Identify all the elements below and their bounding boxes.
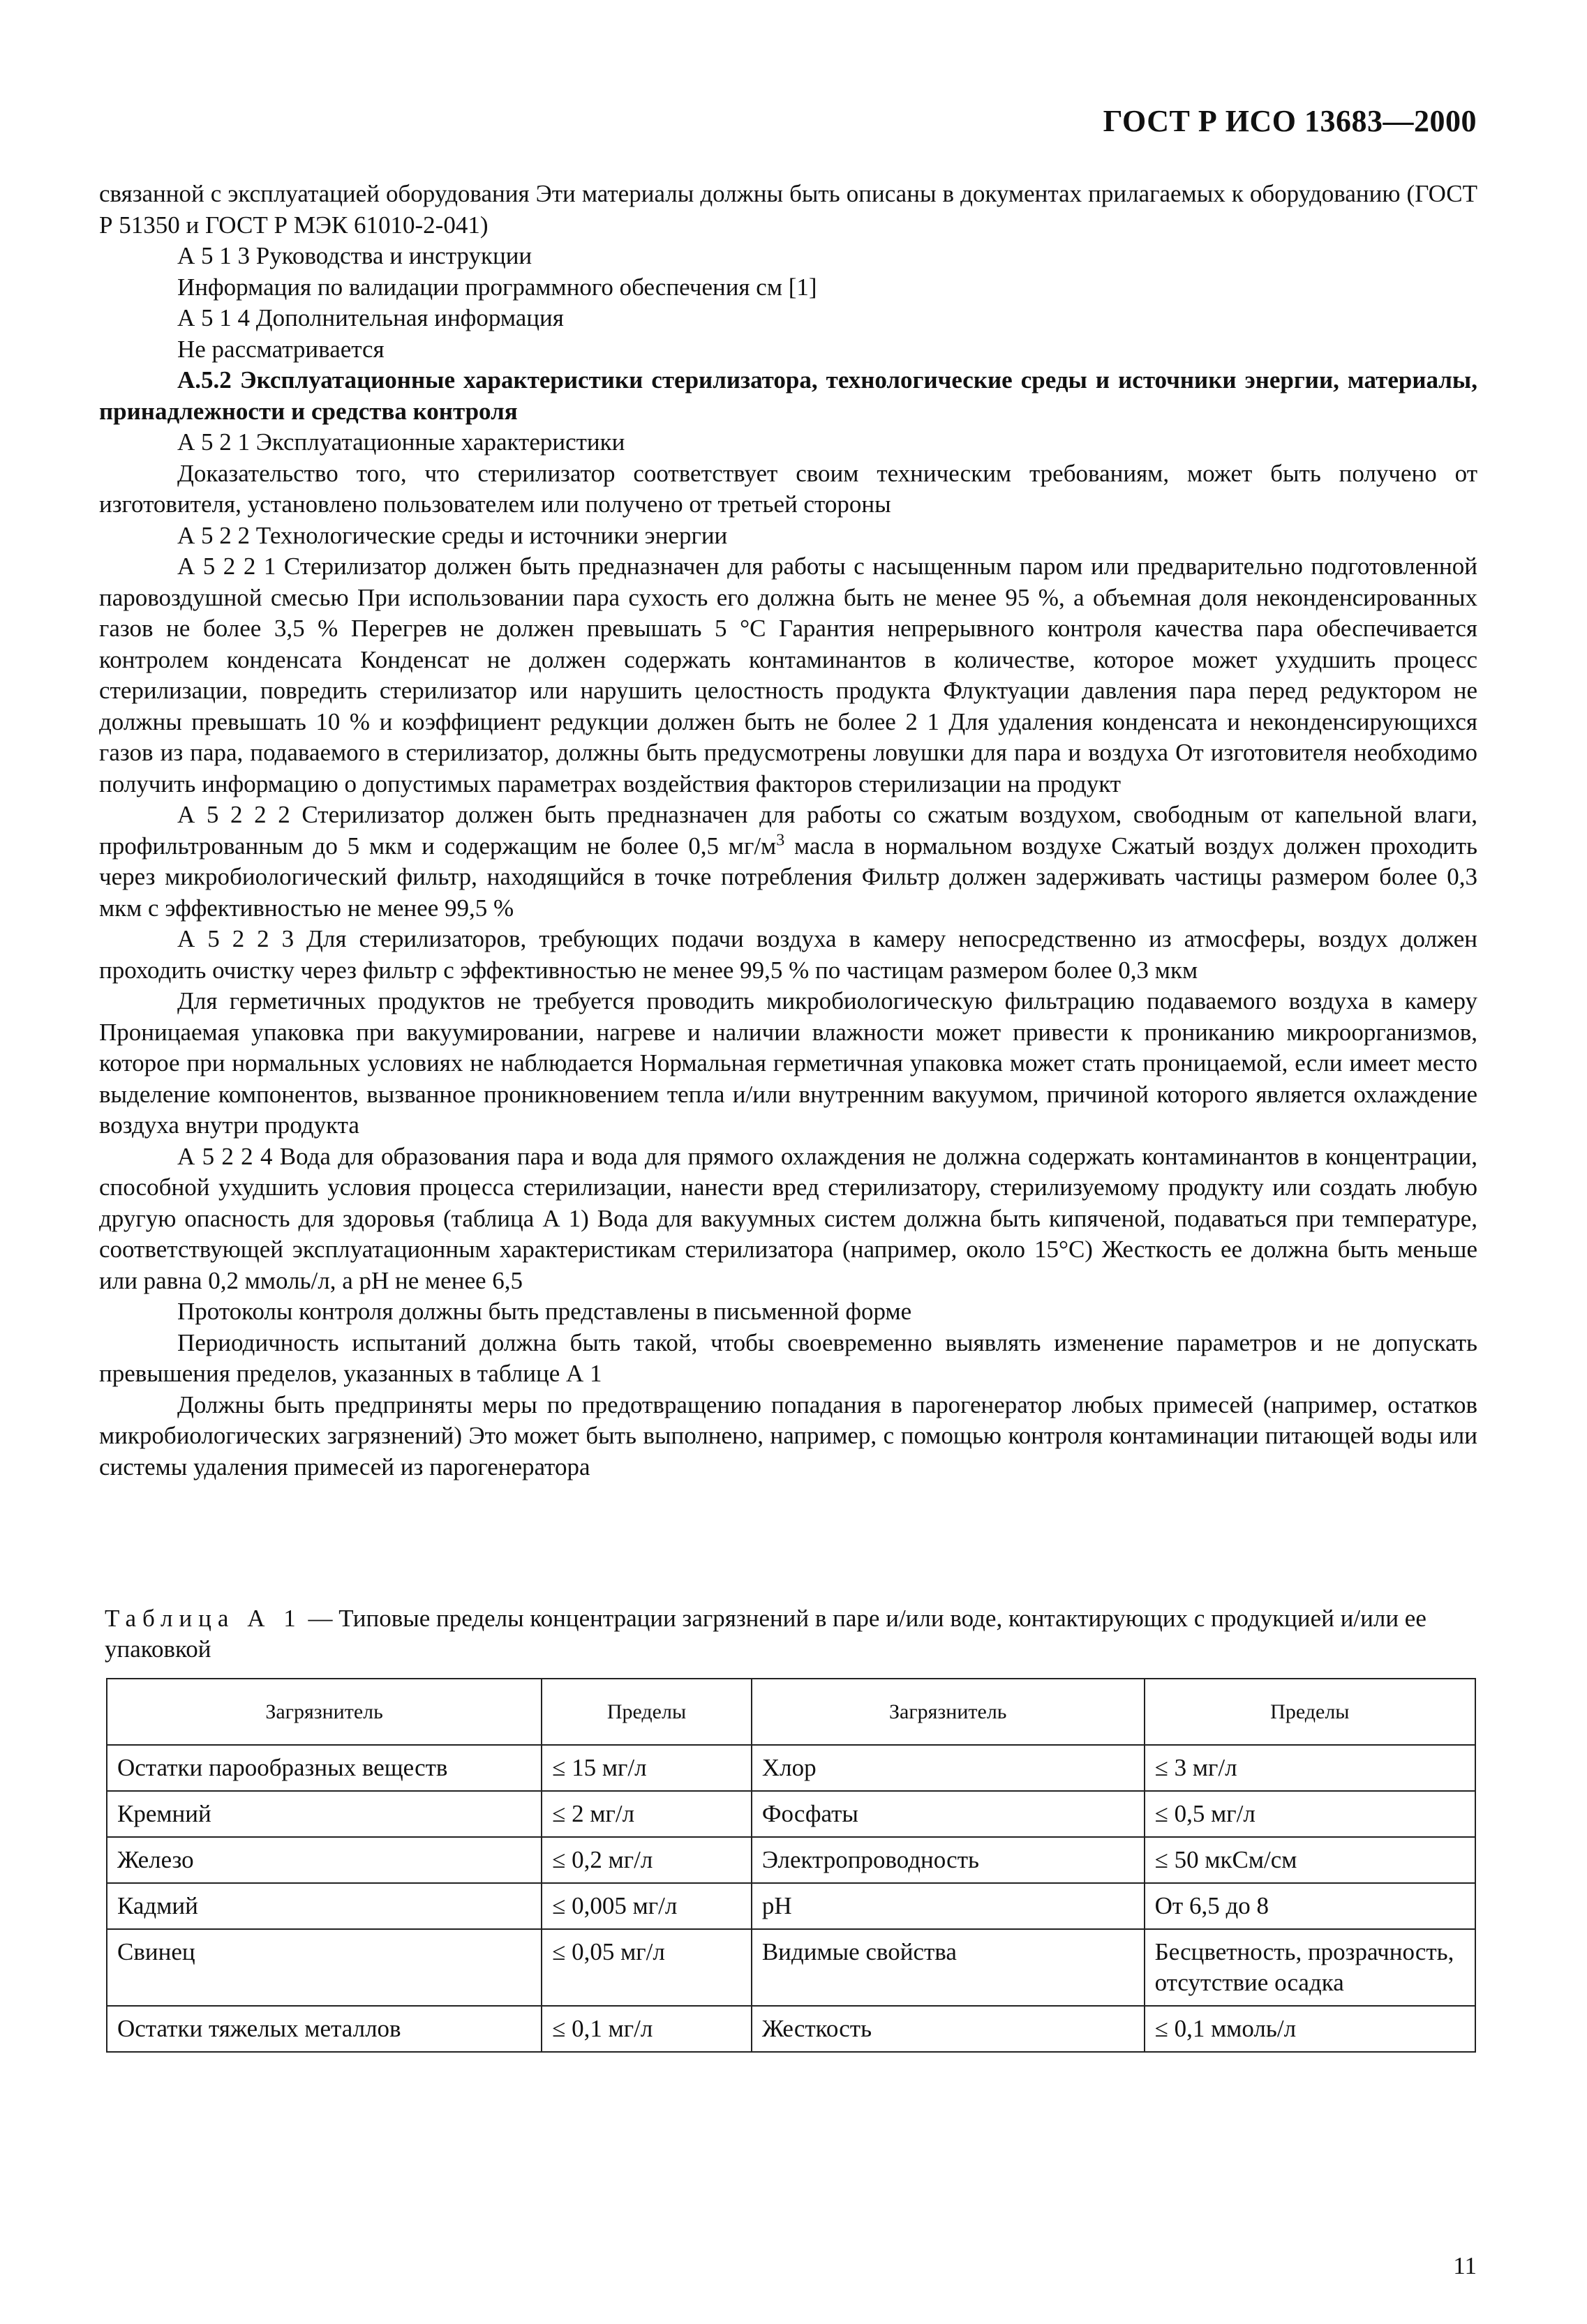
column-header: Загрязнитель	[107, 1679, 542, 1745]
paragraph: Для герметичных продуктов не требуется проводить микробиологическую фильтрацию подаваемого воздуха в камеру Проницаемая упаковка при вакуумировании, нагреве и наличии влажности может привести к прониканию микроорганизмов, которое при нормальных условиях не наблюдается Нормальная герметичная упаковка может стать проницаемой, если имеет место выделение компонентов, вызванное проникновением тепла и/или внутренним вакуумом, причиной которого является охлаждение воздуха внутри продукта	[99, 987, 1477, 1139]
paragraph-part: А 5 2 2 2 Стерилизатор должен быть предназначен для работы со сжатым воздухом, свободным от капельной влаги, профильтрованным до 5 мкм и содержащим не более 0,5 мг/м	[99, 801, 1477, 860]
table-cell: Железо	[107, 1837, 542, 1883]
table-cell: ≤ 0,1 ммоль/л	[1145, 2006, 1475, 2052]
paragraph: Доказательство того, что стерилизатор соответствует своим техническим требованиям, может быть получено от изготовителя, установлено пользователем или получено от третьей стороны	[99, 459, 1477, 518]
table-row	[107, 1837, 1475, 1883]
table-row	[107, 1791, 1475, 1837]
paragraph: А 5 2 2 1 Стерилизатор должен быть предназначен для работы с насыщенным паром или предварительно подготовленной паровоздушной смесью При использовании пара сухость его должна быть не менее 95 %, а объемная доля неконденсированных газов не более 3,5 % Перегрев не должен превышать 5 °С Гарантия непрерывного контроля качества пара обеспечивается контролем конденсата Конденсат не должен содержать контаминантов в количестве, которое может ухудшить процесс стерилизации, повредить стерилизатор или нарушить целостность продукта Флуктуации давления пара перед редуктором не должны превышать 10 % и коэффициент редукции должен быть не более 2 1 Для удаления конденсата и неконденсирующихся газов из пара, подаваемого в стерилизатор, должны быть предусмотрены ловушки для пара и воздуха От изготовителя необходимо получить информацию о допустимых параметрах воздействия факторов стерилизации на продукт	[99, 553, 1477, 797]
table-cell: ≤ 0,005 мг/л	[542, 1883, 752, 1929]
document-header: ГОСТ Р ИСО 13683—2000	[1103, 104, 1477, 138]
contaminants-table	[106, 1678, 1476, 2053]
table-cell: Остатки парообразных веществ	[107, 1745, 542, 1791]
paragraph: Должны быть предприняты меры по предотвращению попадания в парогенератор любых примесей (например, остатков микробиологических загрязнений) Это может быть выполнено, например, с помощью контроля контаминации питающей воды или системы удаления примесей из парогенератора	[99, 1390, 1477, 1480]
table-cell: ≤ 50 мкСм/см	[1145, 1837, 1475, 1883]
paragraph-part: масла в нормальном воздухе Сжатый воздух должен проходить через микробиологический фильтр, находящийся в точке потребления Фильтр должен задерживать частицы размером более 0,3 мкм с эффективностью не менее 99,5 %	[99, 832, 1477, 922]
paragraph: Информация по валидации программного обеспечения см [1]	[177, 273, 817, 301]
section-heading: А 5 1 3 Руководства и инструкции	[177, 242, 532, 269]
section-heading: А 5 2 2 Технологические среды и источники энергии	[177, 521, 728, 549]
paragraph: связанной с эксплуатацией оборудования Эти материалы должны быть описаны в документах прилагаемых к оборудованию (ГОСТ Р 51350 и ГОСТ Р МЭК 61010-2-041)	[99, 180, 1477, 239]
paragraph: Протоколы контроля должны быть представлены в письменной форме	[177, 1298, 912, 1325]
table-cell: ≤ 15 мг/л	[542, 1745, 752, 1791]
table-cell: ≤ 0,2 мг/л	[542, 1837, 752, 1883]
table-cell: ≤ 2 мг/л	[542, 1791, 752, 1837]
table-row	[107, 2006, 1475, 2052]
table-cell: ≤ 0,1 мг/л	[542, 2006, 752, 2052]
column-header: Пределы	[1145, 1679, 1475, 1745]
section-heading: А 5 1 4 Дополнительная информация	[177, 304, 564, 331]
paragraph: Не рассматривается	[177, 335, 385, 363]
table-header-row	[107, 1679, 1475, 1745]
paragraph: Периодичность испытаний должна быть такой, чтобы своевременно выявлять изменение параметров и не допускать превышения пределов, указанных в таблице А 1	[99, 1328, 1477, 1387]
table-cell: Кадмий	[107, 1883, 542, 1929]
table-cell: Кремний	[107, 1791, 542, 1837]
table-cell: ≤ 0,5 мг/л	[1145, 1791, 1475, 1837]
page-number: 11	[1453, 2252, 1477, 2279]
paragraph	[99, 800, 1477, 924]
section-heading-bold: А.5.2 Эксплуатационные характеристики стерилизатора, технологические среды и источники энергии, материалы, принадлежности и средства контроля	[99, 366, 1477, 425]
table-caption-label: Таблица А 1	[105, 1605, 302, 1632]
column-header: Загрязнитель	[752, 1679, 1145, 1745]
table-cell: Жесткость	[752, 2006, 1145, 2052]
table-cell: Видимые свойства	[752, 1929, 1145, 2006]
table-cell: Свинец	[107, 1929, 542, 2006]
table-cell: ≤ 0,05 мг/л	[542, 1929, 752, 2006]
body-text	[99, 179, 1477, 1483]
table-cell: ≤ 3 мг/л	[1145, 1745, 1475, 1791]
table-row	[107, 1929, 1475, 2006]
table-cell: Хлор	[752, 1745, 1145, 1791]
table-caption-text: — Типовые пределы концентрации загрязнений в паре и/или воде, контактирующих с продукцией и/или ее упаковкой	[105, 1605, 1426, 1663]
table-row	[107, 1883, 1475, 1929]
table-cell: рН	[752, 1883, 1145, 1929]
paragraph: А 5 2 2 4 Вода для образования пара и вода для прямого охлаждения не должна содержать контаминантов в концентрации, способной ухудшить условия процесса стерилизации, нанести вред стерилизатору, стерилизуемому продукту или создать любую другую опасность для здоровья (таблица А 1) Вода для вакуумных систем должна быть кипяченой, подаваться при температуре, соответствующей эксплуатационным характеристикам стерилизатора (например, около 15°С) Жесткость ее должна быть меньше или равна 0,2 ммоль/л, а рН не менее 6,5	[99, 1142, 1477, 1294]
table-cell: Бесцветность, прозрачность, отсутствие осадка	[1145, 1929, 1475, 2006]
column-header: Пределы	[542, 1679, 752, 1745]
table-cell: Остатки тяжелых металлов	[107, 2006, 542, 2052]
table-caption	[105, 1603, 1473, 1665]
paragraph: А 5 2 2 3 Для стерилизаторов, требующих подачи воздуха в камеру непосредственно из атмосферы, воздух должен проходить очистку через фильтр с эффективностью не менее 99,5 % по частицам размером более 0,3 мкм	[99, 925, 1477, 984]
table-cell: Электропроводность	[752, 1837, 1145, 1883]
superscript: 3	[776, 830, 785, 849]
table-cell: От 6,5 до 8	[1145, 1883, 1475, 1929]
table-cell: Фосфаты	[752, 1791, 1145, 1837]
table-row	[107, 1745, 1475, 1791]
section-heading: А 5 2 1 Эксплуатационные характеристики	[177, 428, 625, 456]
